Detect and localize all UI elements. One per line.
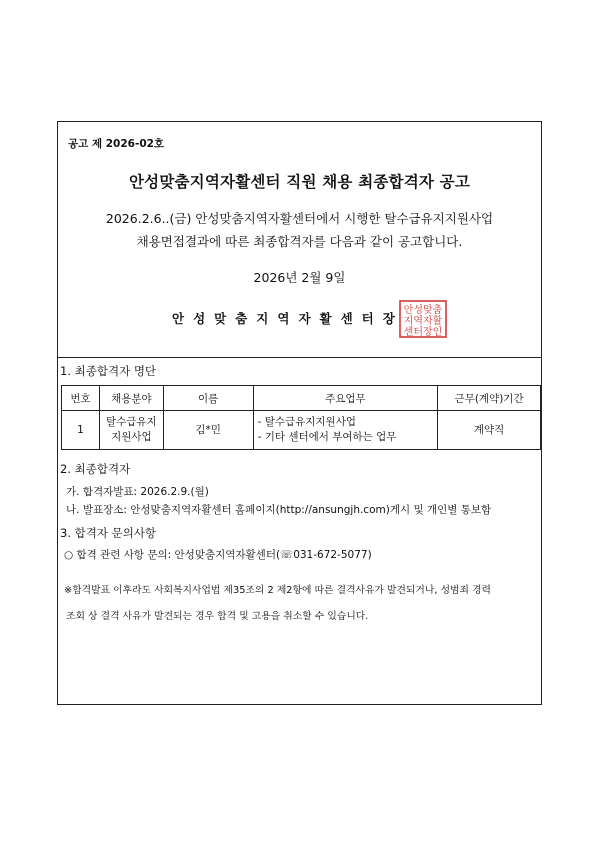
contact-line: ○ 합격 관련 사항 문의: 안성맞춤지역자활센터(☏031-672-5077) [64, 549, 372, 561]
notice-header [58, 122, 541, 358]
footnote-line-2: 조회 상 결격 사유가 발견되는 경우 합격 및 고용을 취소할 수 있습니다. [66, 611, 369, 622]
notice-number: 공고 제 2026-02호 [68, 138, 165, 150]
col-header-field: 채용분야 [99, 386, 163, 411]
table-row [62, 411, 541, 450]
official-seal-icon [398, 299, 448, 339]
cell-field-line-2: 지원사업 [111, 431, 152, 443]
col-header-period: 근무(계약)기간 [438, 386, 541, 411]
svg-text:지역자활: 지역자활 [403, 316, 443, 327]
col-header-duty: 주요업무 [253, 386, 438, 411]
svg-text:안성맞춤: 안성맞춤 [403, 305, 443, 316]
svg-text:센터장인: 센터장인 [403, 327, 443, 338]
cell-field [99, 411, 163, 450]
cell-no: 1 [62, 411, 100, 450]
notice-date: 2026년 2월 9일 [253, 270, 346, 285]
cell-duty-line-1: - 탈수급유지지원사업 [257, 416, 356, 428]
notice-frame [57, 121, 542, 705]
col-header-name: 이름 [163, 386, 253, 411]
announcement-date-line: 가. 합격자발표: 2026.2.9.(월) [66, 486, 209, 498]
section-2-heading: 2. 최종합격자 [60, 462, 131, 476]
signer-name: 안성맞춤지역자활센터장 [172, 311, 404, 326]
section-3-heading: 3. 합격자 문의사항 [60, 526, 157, 540]
notice-title: 안성맞춤지역자활센터 직원 채용 최종합격자 공고 [128, 173, 471, 191]
cell-period: 계약직 [438, 411, 541, 450]
notice-body-line-1: 2026.2.6..(금) 안성맞춤지역자활센터에서 시행한 탈수급유지지원사업 [105, 211, 494, 226]
cell-duty [253, 411, 438, 450]
announcement-place-line: 나. 발표장소: 안성맞춤지역자활센터 홈페이지(http://ansungjh.com)게시 및 개인별 통보함 [66, 504, 492, 516]
cell-name: 김*민 [163, 411, 253, 450]
notice-body-line-2: 채용면접결과에 따른 최종합격자를 다음과 같이 공고합니다. [136, 234, 463, 249]
col-header-no: 번호 [62, 386, 100, 411]
section-1-heading: 1. 최종합격자 명단 [60, 364, 157, 378]
footnote-line-1: ※합격발표 이후라도 사회복지사업법 제35조의 2 제2항에 따른 결격사유가 발견되거나, 성범죄 경력 [64, 585, 492, 596]
table-header-row [62, 386, 541, 411]
cell-field-line-1: 탈수급유지 [105, 416, 157, 428]
cell-duty-line-2: - 기타 센터에서 부여하는 업무 [257, 431, 397, 443]
finalist-table [61, 385, 541, 450]
